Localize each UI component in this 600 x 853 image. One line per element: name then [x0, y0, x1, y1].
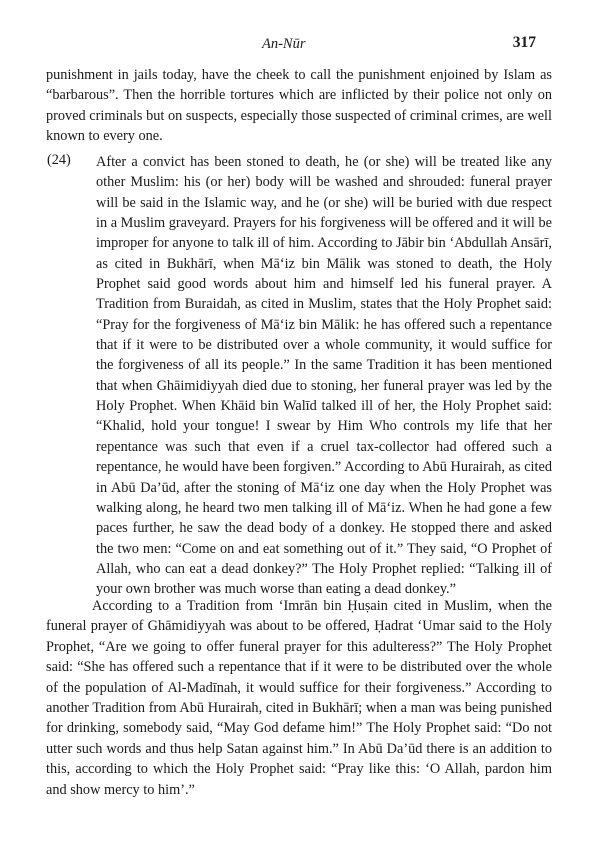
item-paragraph: After a convict has been stoned to death, he (or she) will be treated like any other Muslim: his (or her) body will be washed and shrouded: funeral prayer will be said in the Islamic way, and he (or she) will be buried with due respect in a Muslim graveyard. Prayers for his forgiveness will be offered and it will be improper for anyone to talk ill of him. According to Jābir bin ‘Abdullah Ansārī, as cited in Bukhārī, when Mā‘iz bin Mālik was stoned to death, the Holy Prophet said good words about him and himself led his funeral prayer. A Tradition from Buraidah, as cited in Muslim, states that the Holy Prophet said: “Pray for the forgiveness of Mā‘iz bin Mālik: he has offered such a repentance that if it were to be distributed over a whole community, it would suffice for the forgiveness of all its people.” In the same Tradition it has been mentioned that when Ghāimidiyyah died due to stoning, her funeral prayer was led by the Holy Prophet. When Khāid bin Walīd talked ill of her, the Holy Prophet said: “Khalid, hold your tongue! I swear by Him Who controls my life that her repentance was such that even if a cruel tax-collector had offered such a repentance, he would have been forgiven.” According to Abū Hurairah, as cited in Abū Da’ūd, after the stoning of Mā‘iz one day when the Holy Prophet was walking along, he heard two men talking ill of Mā‘iz. When he had gone a few paces further, he saw the dead body of a donkey. He stopped there and asked the two men: “Come on and eat something out of it.” They said, “O Prophet of Allah, who can eat a dead donkey?” The Holy Prophet replied: “Talking ill of your own brother was much worse than eating a dead donkey.”	[96, 154, 552, 598]
item-number: (24)	[47, 152, 71, 168]
final-paragraph: According to a Tradition from ‘Imrān bin Ḥuṣain cited in Muslim, when the funeral prayer of Ghāmidiyyah was about to be offered, Ḥadrat ‘Umar said to the Holy Prophet, “Are we going to offer funeral prayer for this adulteress?” The Holy Prophet said: “She has offered such a repentance that if it were to be distributed over the whole of the population of Al-Madīnah, it would suffice for their forgiveness.” According to another Tradition from Abū Hurairah, cited in Bukhārī; when a man was being punished for drinking, somebody said, “May God defame him!” The Holy Prophet said: “Do not utter such words and thus help Satan against him.” In Abū Da’ūd there is an addition to this, according to which the Holy Prophet said: “Pray like this: ‘O Allah, pardon him and show mercy to him’.”	[46, 598, 552, 798]
running-head: An-Nūr	[262, 36, 306, 52]
continuation-paragraph: punishment in jails today, have the cheek to call the punishment enjoined by Islam as “barbarous”. Then the horrible tortures which are inflicted by their police not only on proved criminals but on suspects, especially those suspected of criminal crimes, are well known to every one.	[46, 67, 552, 145]
page-number: 317	[512, 34, 536, 51]
